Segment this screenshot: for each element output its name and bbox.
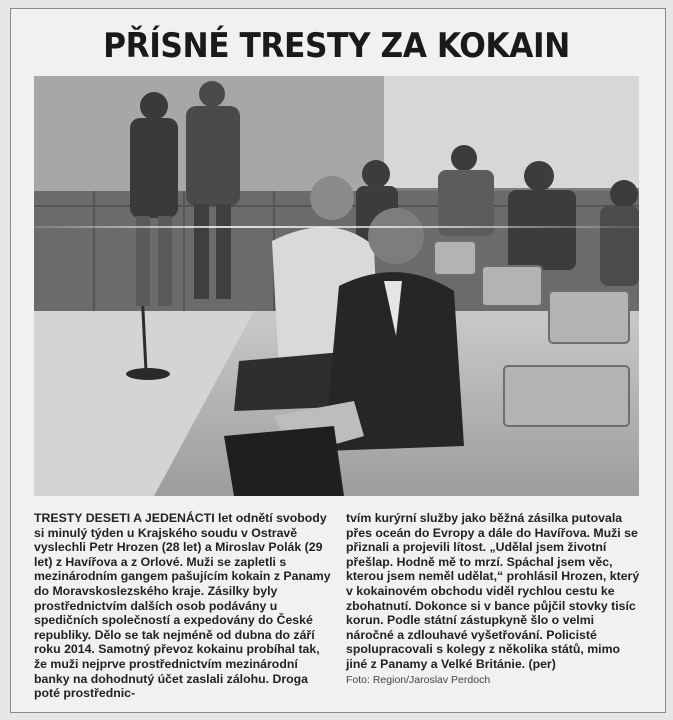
photo-credit: Foto: Region/Jaroslav Perdoch bbox=[346, 673, 491, 686]
article-column-right bbox=[346, 511, 642, 687]
article-column-left bbox=[34, 511, 334, 701]
article-text-left: TRESTY DESETI A JEDENÁCTI let odnětí svobody si minulý týden u Krajského soudu v Ostravě vyslechli Petr Hrozen (28 let) a Miroslav Polák (29 let) z Havířova a z Orlové. Muži se zapletli s mezinárodním gangem pašujícím kokain z Panamy do Moravskoslezského kraje. Zásilky byly prostřednictvím dalších osob podávány u spedičních společností a expedovány do České republiky. Dělo se tak nejméně od dubna do září roku 2014. Samotný převoz kokainu probíhal tak, že muži nejprve prostřednictvím mezinárodní banky na dohodnutý účet zaslali zálohu. Droga poté prostřednic- bbox=[34, 511, 331, 701]
paper-fold-line bbox=[0, 226, 673, 228]
article-text-right: tvím kurýrní služby jako běžná zásilka putovala přes oceán do Evropy a dále do Havířova. Muži se přiznali a projevili lítost. „Udělal jsem životní přešlap. Hodně mě to mrzí. Spáchal jsem věc, kterou jsem neměl udělat,“ prohlásil Hrozen, který v kokainovém obchodu viděl rychlou cestu ke zbohatnutí. Dokonce si v bance půjčil stovky tisíc korun. Podle státní zástupkyně šlo o velmi náročné a zdlouhavé vyšetřování. Policisté spolupracovali s kolegy z několika států, mimo jiné z Panamy a Velké Británie. (per) bbox=[346, 511, 640, 671]
courtroom-photo bbox=[34, 76, 639, 496]
headline: PŘÍSNÉ TRESTY ZA KOKAIN bbox=[103, 26, 570, 66]
